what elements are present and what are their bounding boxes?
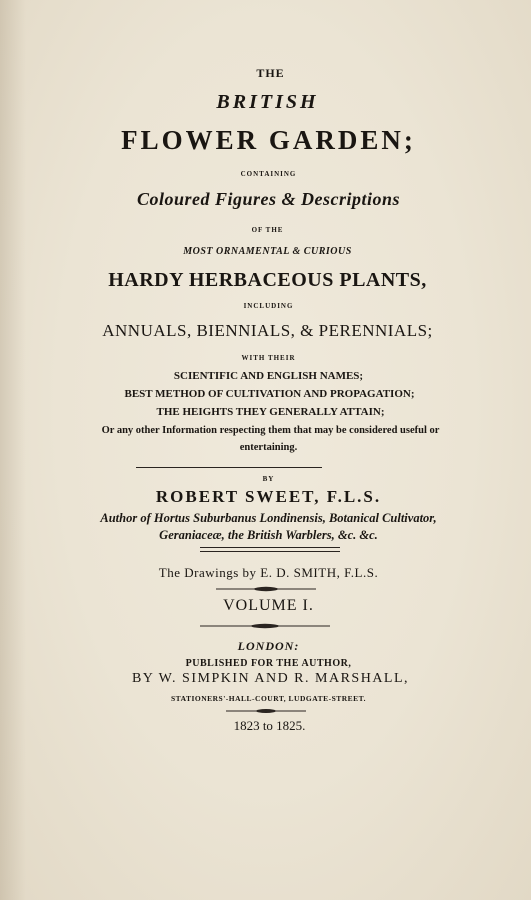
imprint-london: LONDON: bbox=[237, 639, 300, 653]
subtitle-annuals: ANNUALS, BIENNIALS, & PERENNIALS; bbox=[102, 321, 433, 340]
ornament-rule-1 bbox=[216, 586, 316, 592]
author-name: ROBERT SWEET, F.L.S. bbox=[155, 487, 382, 506]
author-works-line-2: Geraniaceæ, the British Warblers, &c. &c. bbox=[159, 528, 378, 542]
imprint-publishers: BY W. SIMPKIN AND R. MARSHALL, bbox=[131, 671, 410, 686]
imprint-published-for: PUBLISHED FOR THE AUTHOR, bbox=[185, 658, 352, 669]
subtitle-coloured-figures: Coloured Figures & Descriptions bbox=[136, 189, 401, 209]
imprint-years: 1823 to 1825. bbox=[233, 718, 306, 733]
title-british: BRITISH bbox=[216, 91, 319, 113]
imprint-address: STATIONERS'-HALL-COURT, LUDGATE-STREET. bbox=[170, 694, 367, 703]
subtitle-hardy-plants: HARDY HERBACEOUS PLANTS, bbox=[108, 269, 427, 291]
subtitle-ornamental: MOST ORNAMENTAL & CURIOUS bbox=[183, 246, 352, 257]
text-of-the: OF THE bbox=[251, 226, 284, 234]
text-heights: THE HEIGHTS THEY GENERALLY ATTAIN; bbox=[156, 406, 385, 418]
text-entertaining: entertaining. bbox=[239, 442, 298, 453]
text-method: BEST METHOD OF CULTIVATION AND PROPAGATION; bbox=[124, 388, 415, 400]
ornament-rule-2 bbox=[200, 623, 330, 629]
ornament-rule-3 bbox=[226, 708, 306, 714]
text-other-information: Or any other Information respecting them that may be considered useful or bbox=[101, 425, 440, 436]
title-flower-garden: FLOWER GARDEN; bbox=[121, 125, 416, 155]
title-the: THE bbox=[256, 66, 285, 80]
text-including: INCLUDING bbox=[243, 302, 294, 310]
text-containing: CONTAINING bbox=[240, 170, 297, 178]
rule-above-by bbox=[136, 467, 322, 468]
text-names: SCIENTIFIC AND ENGLISH NAMES; bbox=[173, 370, 364, 382]
text-with-their: WITH THEIR bbox=[241, 354, 296, 362]
volume-number: VOLUME I. bbox=[223, 597, 314, 614]
double-rule-below-author bbox=[200, 547, 340, 552]
text-drawings-credit: The Drawings by E. D. SMITH, F.L.S. bbox=[158, 565, 379, 580]
text-by: BY bbox=[262, 475, 275, 483]
author-works-line-1: Author of Hortus Suburbanus Londinensis, Botanical Cultivator, bbox=[100, 511, 437, 525]
